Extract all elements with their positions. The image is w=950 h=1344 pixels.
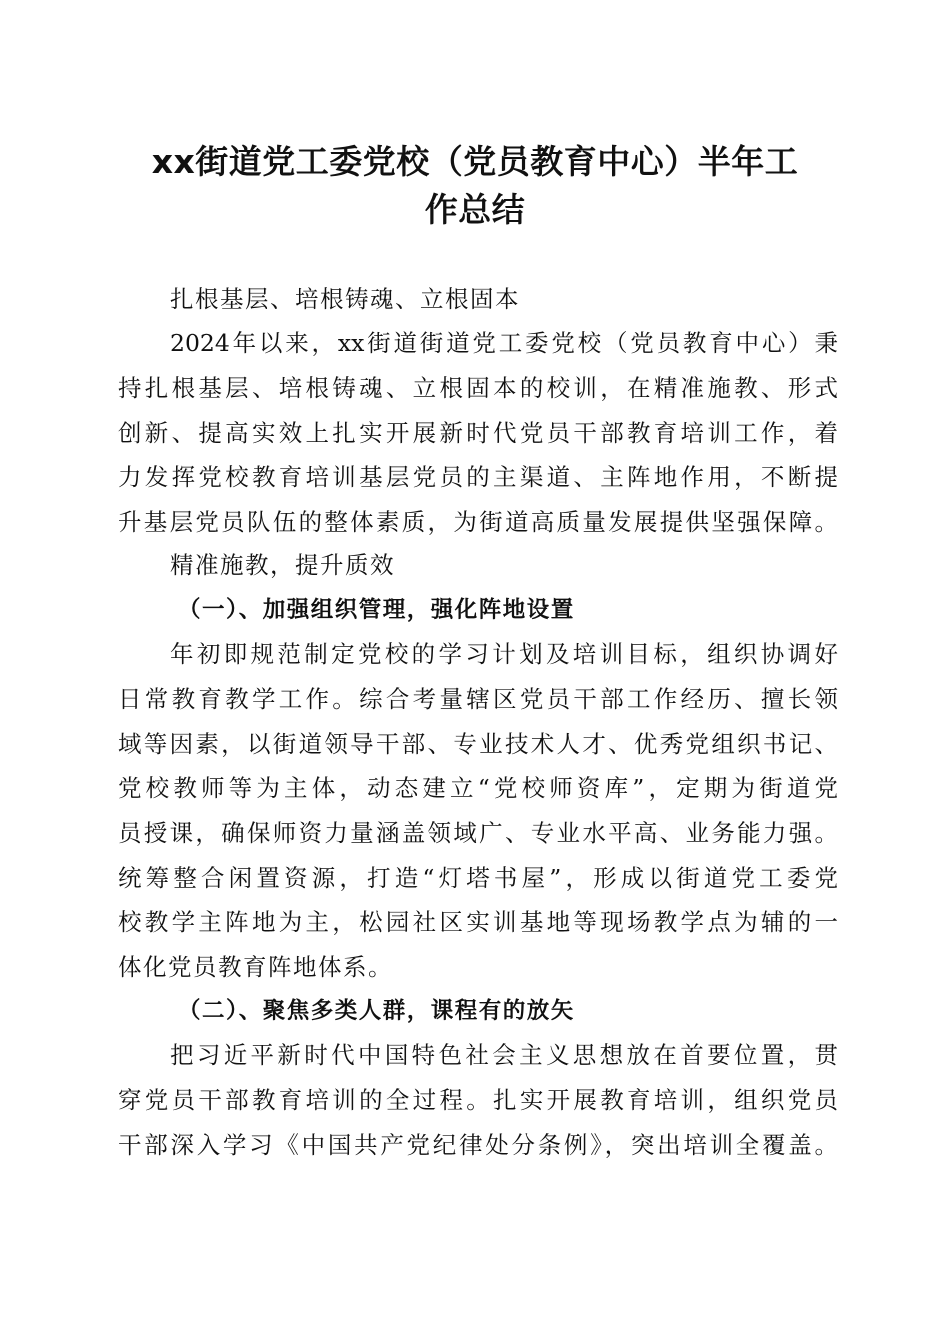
document-title-line-2: 作总结 <box>424 190 526 229</box>
section-heading-1: 扎根基层、培根铸魂、立根固本 <box>170 285 520 313</box>
subsection-heading-1: （一）、加强组织管理，强化阵地设置 <box>178 597 575 623</box>
document-title-line-1: xx街道党工委党校（党员教育中心）半年工 <box>151 142 799 181</box>
paragraph-line: 员授课，确保师资力量涵盖领域广、专业水平高、业务能力强。 <box>118 819 838 847</box>
paragraph-line: 域等因素，以街道领导干部、专业技术人才、优秀党组织书记、 <box>118 730 838 758</box>
paragraph-line: 党校教师等为主体，动态建立“党校师资库”，定期为街道党 <box>118 774 838 802</box>
section-heading-2: 精准施教，提升质效 <box>170 551 395 579</box>
paragraph-line: 升基层党员队伍的整体素质，为街道高质量发展提供坚强保障。 <box>118 508 838 536</box>
paragraph-line: 年初即规范制定党校的学习计划及培训目标，组织协调好 <box>170 640 838 668</box>
subsection-heading-2: （二）、聚焦多类人群，课程有的放矢 <box>178 998 575 1024</box>
paragraph-line: 统筹整合闲置资源，打造“灯塔书屋”，形成以街道党工委党 <box>118 864 838 892</box>
paragraph-line: 穿党员干部教育培训的全过程。扎实开展教育培训，组织党员 <box>118 1086 838 1114</box>
paragraph-line: 2024年以来，xx街道街道党工委党校（党员教育中心）秉 <box>170 329 838 357</box>
paragraph-line: 干部深入学习《中国共产党纪律处分条例》，突出培训全覆盖。 <box>118 1131 838 1159</box>
paragraph-line: 力发挥党校教育培训基层党员的主渠道、主阵地作用，不断提 <box>118 463 838 491</box>
paragraph-line: 把习近平新时代中国特色社会主义思想放在首要位置，贯 <box>170 1041 838 1069</box>
paragraph-line: 校教学主阵地为主，松园社区实训基地等现场教学点为辅的一 <box>118 908 838 936</box>
paragraph-line: 日常教育教学工作。综合考量辖区党员干部工作经历、擅长领 <box>118 685 838 713</box>
paragraph-line: 体化党员教育阵地体系。 <box>118 953 393 981</box>
paragraph-line: 创新、提高实效上扎实开展新时代党员干部教育培训工作，着 <box>118 419 838 447</box>
paragraph-line: 持扎根基层、培根铸魂、立根固本的校训，在精准施教、形式 <box>118 374 838 402</box>
